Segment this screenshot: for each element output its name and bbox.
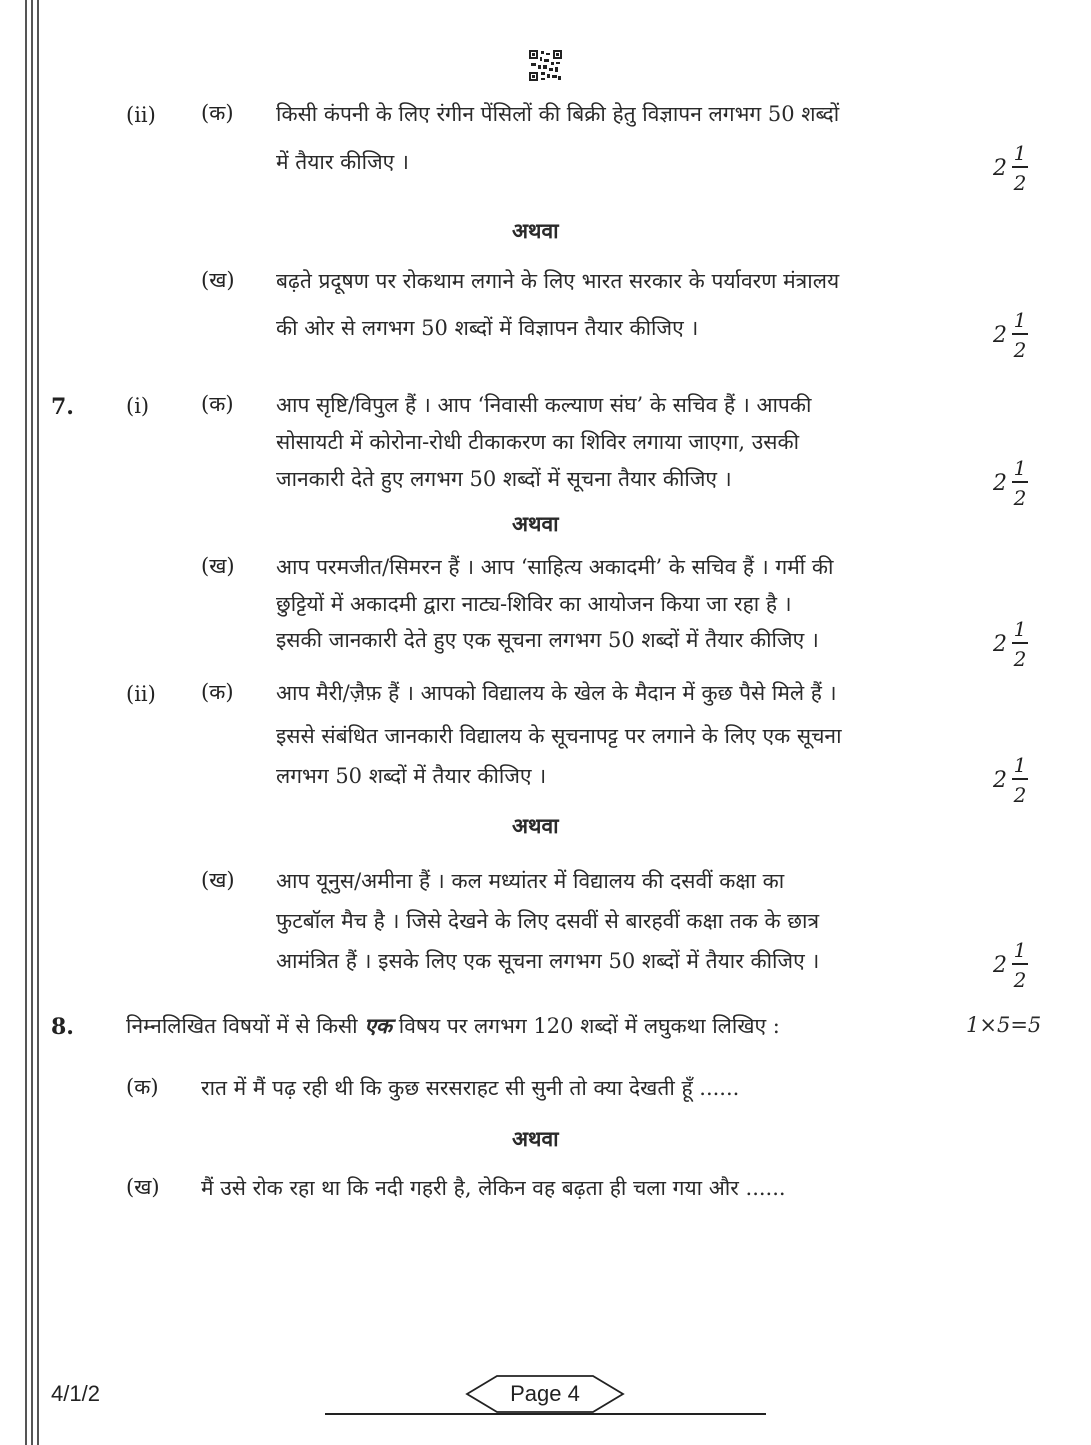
q7-i-a-line3: जानकारी देते हुए लगभग 50 शब्दों में सूचना तैयार कीजिए । bbox=[276, 467, 732, 491]
q8-prompt-pre: निम्नलिखित विषयों में से किसी bbox=[126, 1014, 358, 1038]
marks-q7-ii-a: 2 1 2 bbox=[993, 753, 1027, 807]
q7-ii-b-line2: फुटबॉल मैच है । जिसे देखने के लिए दसवीं से बारहवीं कक्षा तक के छात्र bbox=[276, 909, 820, 933]
marks-q6-ii-b: 2 1 2 bbox=[993, 308, 1027, 362]
q8-b-label: (ख) bbox=[126, 1175, 160, 1199]
q7-i-a-line2: सोसायटी में कोरोना-रोधी टीकाकरण का शिविर लगाया जाएगा, उसकी bbox=[276, 430, 800, 454]
q8-a-text: रात में मैं पढ़ रही थी कि कुछ सरसराहट सी सुनी तो क्या देखती हूँ ...... bbox=[201, 1076, 740, 1100]
q7-i-b-line3: इसकी जानकारी देते हुए एक सूचना लगभग 50 शब्दों में तैयार कीजिए । bbox=[276, 628, 819, 652]
paper-code: 4/1/2 bbox=[51, 1381, 100, 1406]
q7-ii-a-label: (क) bbox=[201, 680, 234, 704]
q6-ii-b-line2: की ओर से लगभग 50 शब्दों में विज्ञापन तैयार कीजिए । bbox=[276, 316, 699, 340]
q6-ii-a-label: (क) bbox=[201, 101, 234, 125]
q6-ii-roman: (ii) bbox=[126, 103, 156, 127]
q8-or: अथवा bbox=[512, 1126, 559, 1151]
footer-rule bbox=[325, 1413, 766, 1415]
q7-ii-b-label: (ख) bbox=[201, 868, 235, 892]
q7-ii-a-line1: आप मैरी/ज़ैफ़ हैं । आपको विद्यालय के खेल के मैदान में कुछ पैसे मिले हैं । bbox=[276, 681, 837, 705]
margin-rule-3 bbox=[37, 0, 39, 1445]
q7-i-roman: (i) bbox=[126, 394, 150, 418]
q7-ii-a-line2: इससे संबंधित जानकारी विद्यालय के सूचनापट्ट पर लगाने के लिए एक सूचना bbox=[276, 724, 842, 748]
q6-ii-a-line1: किसी कंपनी के लिए रंगीन पेंसिलों की बिक्री हेतु विज्ञापन लगभग 50 शब्दों bbox=[276, 102, 840, 126]
margin-rule-1 bbox=[25, 0, 27, 1445]
q7-i-a-line1: आप सृष्टि/विपुल हैं । आप ‘निवासी कल्याण संघ’ के सचिव हैं । आपकी bbox=[276, 393, 812, 417]
q8-number: 8. bbox=[51, 1014, 74, 1040]
q6-ii-a-line2: में तैयार कीजिए । bbox=[276, 150, 409, 174]
q7-i-b-line1: आप परमजीत/सिमरन हैं । आप ‘साहित्य अकादमी’ के सचिव हैं । गर्मी की bbox=[276, 555, 834, 579]
q7-i-b-line2: छुट्टियों में अकादमी द्वारा नाट्य-शिविर का आयोजन किया जा रहा है । bbox=[276, 592, 792, 616]
q7-number: 7. bbox=[51, 394, 74, 420]
page-number: Page 4 bbox=[510, 1381, 580, 1406]
q8-prompt bbox=[126, 1015, 780, 1037]
margin-rule-2 bbox=[31, 0, 33, 1445]
q8-marks: 1×5=5 bbox=[966, 1013, 1042, 1037]
q8-b-text: मैं उसे रोक रहा था कि नदी गहरी है, लेकिन वह बढ़ता ही चला गया और ...... bbox=[201, 1176, 786, 1200]
q8-a-label: (क) bbox=[126, 1075, 159, 1099]
q7-i-or: अथवा bbox=[512, 511, 559, 536]
marks-q7-i-a: 2 1 2 bbox=[993, 456, 1027, 510]
q7-i-b-label: (ख) bbox=[201, 554, 235, 578]
q6-ii-or: अथवा bbox=[512, 218, 559, 243]
marks-q7-ii-b: 2 1 2 bbox=[993, 938, 1027, 992]
q7-ii-a-line3: लगभग 50 शब्दों में तैयार कीजिए । bbox=[276, 764, 547, 788]
q8-prompt-em: एक bbox=[364, 1013, 393, 1038]
q8-prompt-post: विषय पर लगभग 120 शब्दों में लघुकथा लिखिए : bbox=[398, 1014, 780, 1038]
q7-ii-b-line1: आप यूनुस/अमीना हैं । कल मध्यांतर में विद्यालय की दसवीं कक्षा का bbox=[276, 869, 785, 893]
qr-code-icon bbox=[529, 50, 562, 81]
q7-ii-roman: (ii) bbox=[126, 682, 156, 706]
q7-ii-or: अथवा bbox=[512, 813, 559, 838]
marks-q6-ii-a: 2 1 2 bbox=[993, 141, 1027, 195]
q6-ii-b-line1: बढ़ते प्रदूषण पर रोकथाम लगाने के लिए भारत सरकार के पर्यावरण मंत्रालय bbox=[276, 269, 840, 293]
q6-ii-b-label: (ख) bbox=[201, 268, 235, 292]
marks-q7-i-b: 2 1 2 bbox=[993, 617, 1027, 671]
q7-i-a-label: (क) bbox=[201, 392, 234, 416]
q7-ii-b-line3: आमंत्रित हैं । इसके लिए एक सूचना लगभग 50 शब्दों में तैयार कीजिए । bbox=[276, 949, 820, 973]
